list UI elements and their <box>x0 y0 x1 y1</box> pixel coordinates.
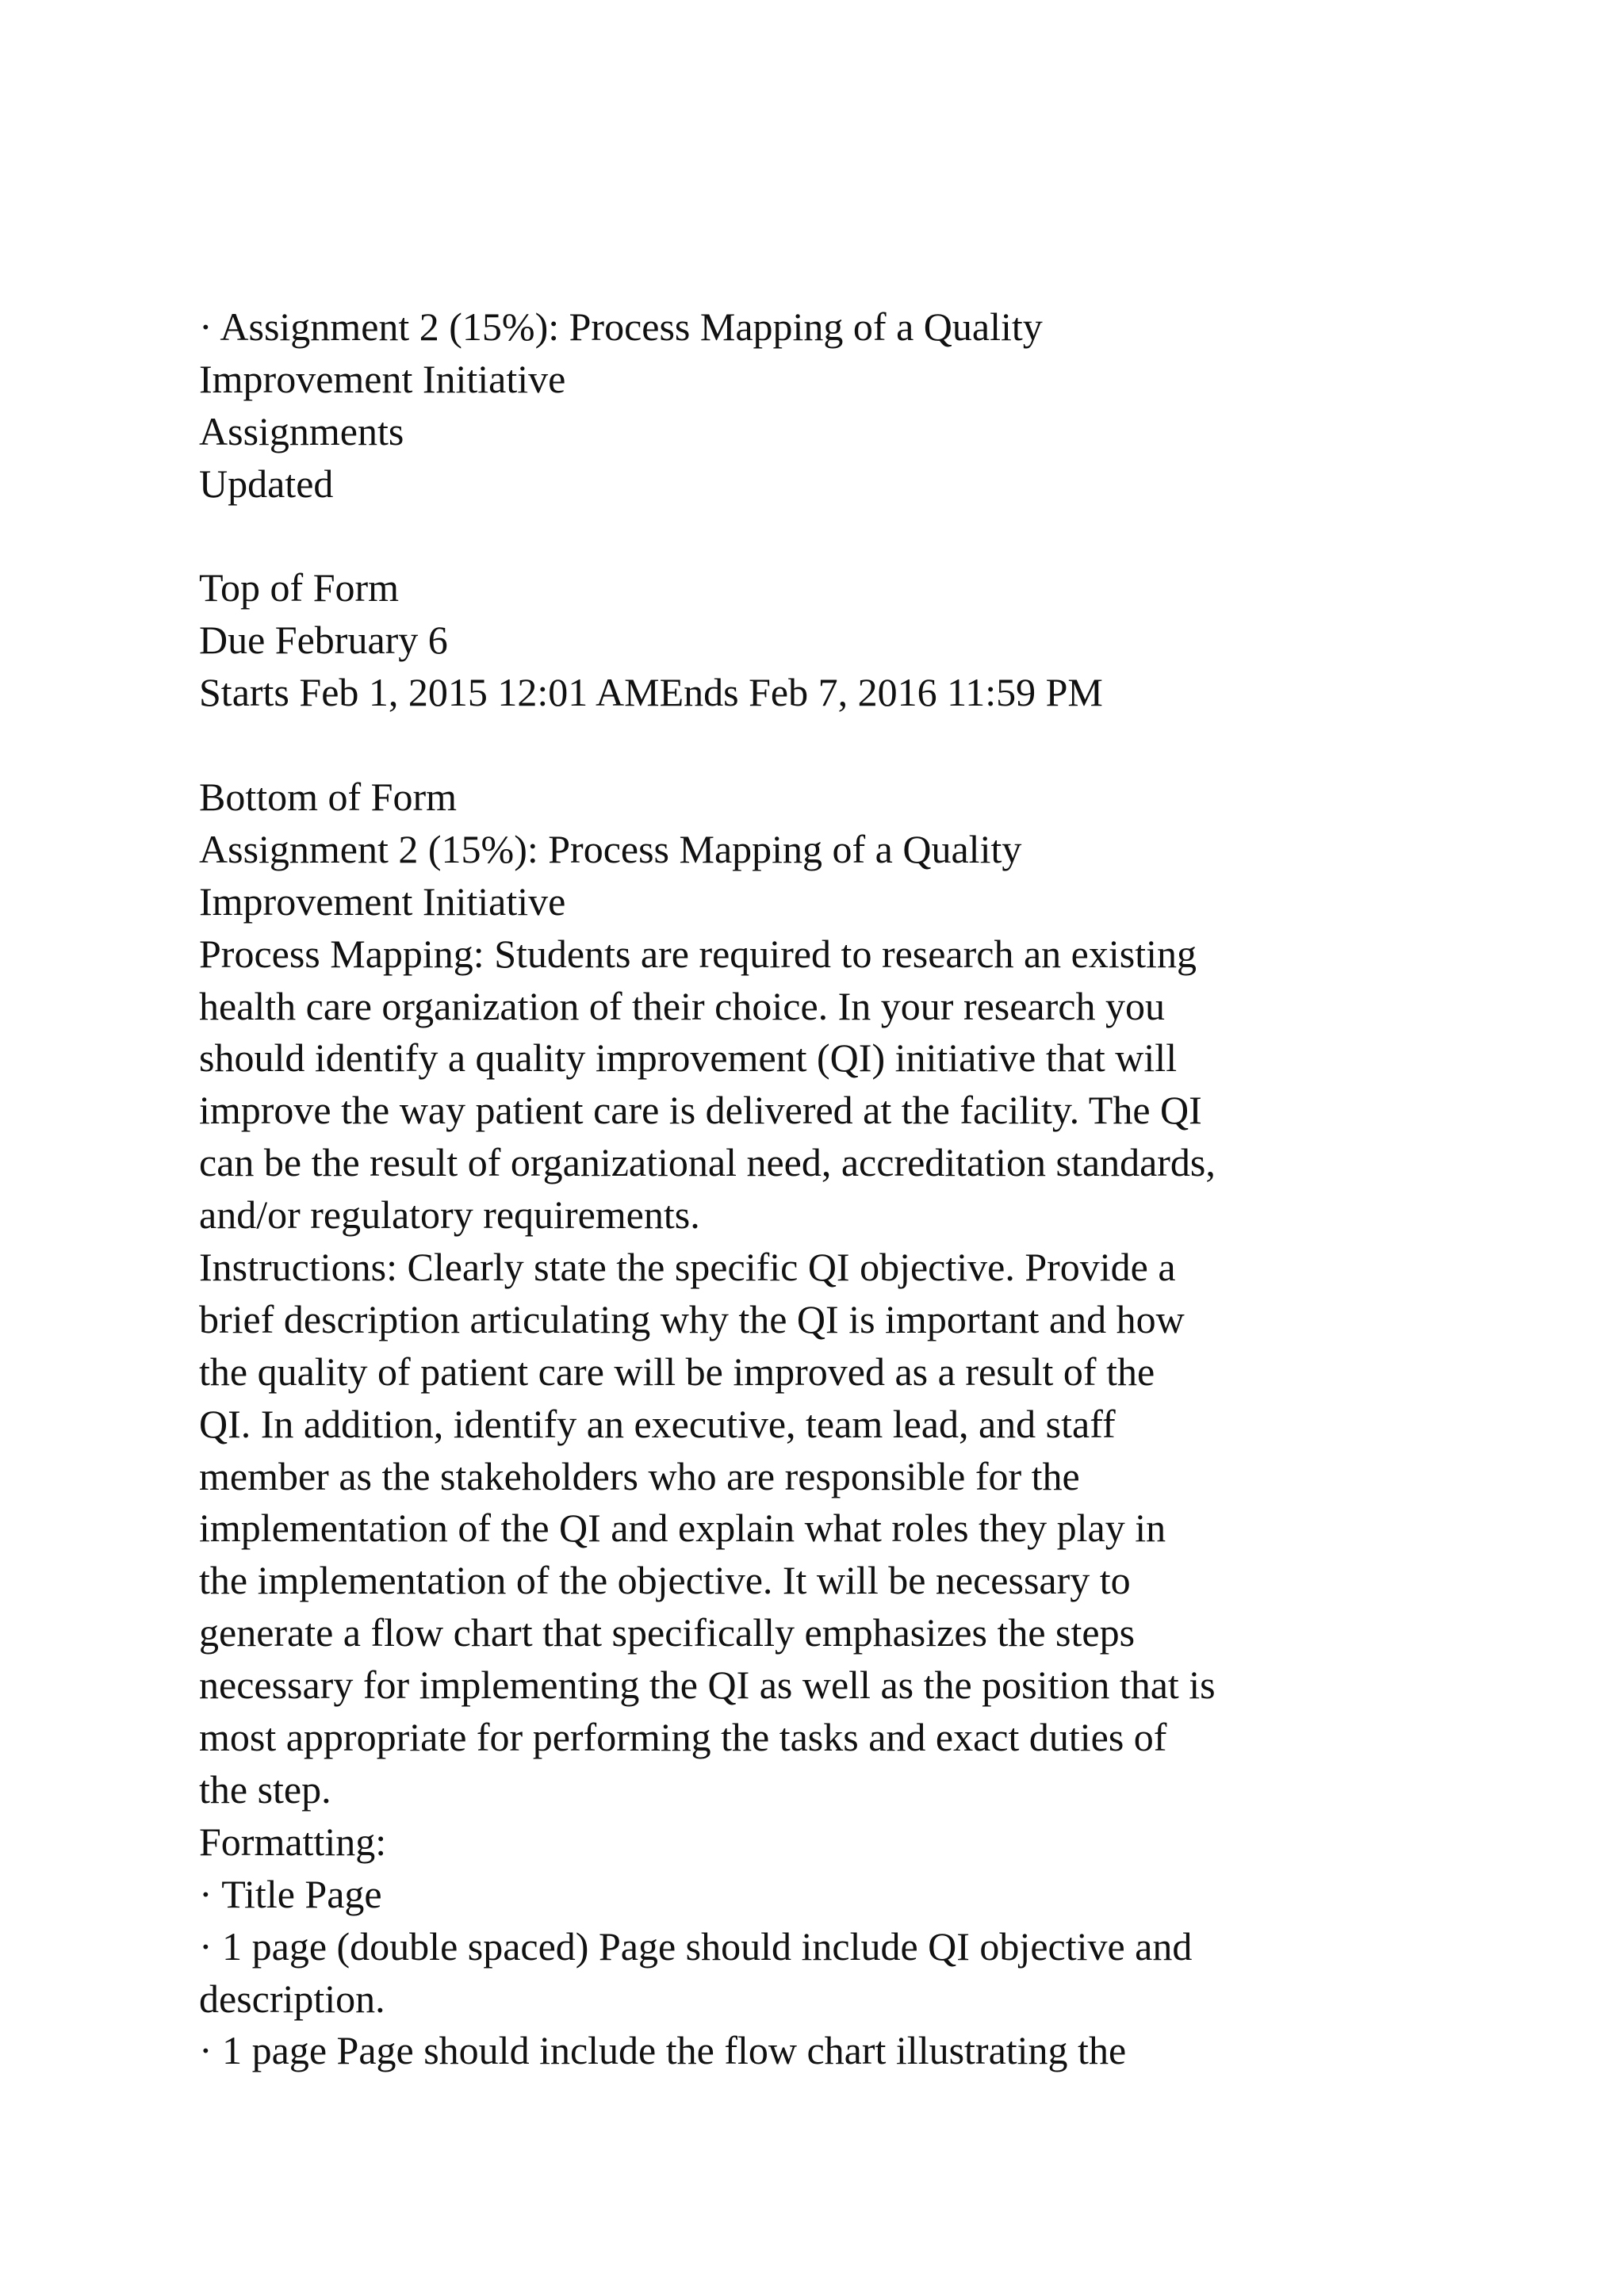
instructions-line: QI. In addition, identify an executive, team lead, and staff <box>199 1401 1116 1446</box>
instructions-line: implementation of the QI and explain what roles they play in <box>199 1506 1166 1551</box>
instructions-line: Instructions: Clearly state the specific QI objective. Provide a <box>199 1245 1176 1290</box>
formatting-heading: Formatting: <box>199 1819 387 1864</box>
instructions-line: the implementation of the objective. It will be necessary to <box>199 1558 1131 1603</box>
instructions-line: most appropriate for performing the tasks and exact duties of <box>199 1715 1167 1760</box>
assignment-title-line-2: Improvement Initiative <box>199 878 566 924</box>
due-date: Due February 6 <box>199 618 448 663</box>
top-of-form-marker: Top of Form <box>199 565 400 610</box>
process-mapping-line: can be the result of organizational need, accreditation standards, <box>199 1140 1216 1185</box>
process-mapping-line: health care organization of their choice. In your research you <box>199 983 1165 1028</box>
page-title-line-2: Improvement Initiative <box>199 356 566 401</box>
availability-dates: Starts Feb 1, 2015 12:01 AMEnds Feb 7, 2016 11:59 PM <box>199 670 1103 715</box>
instructions-line: generate a flow chart that specifically emphasizes the steps <box>199 1610 1136 1655</box>
process-mapping-line: should identify a quality improvement (QI) initiative that will <box>199 1035 1178 1081</box>
instructions-line: member as the stakeholders who are responsible for the <box>199 1453 1080 1498</box>
instructions-line: the step. <box>199 1766 331 1812</box>
process-mapping-line: improve the way patient care is delivered at the facility. The QI <box>199 1088 1202 1133</box>
spacer <box>199 719 1547 771</box>
instructions-line: the quality of patient care will be improved as a result of the <box>199 1349 1155 1394</box>
formatting-list-item: description. <box>199 1976 385 2021</box>
assignment-title-line-1: Assignment 2 (15%): Process Mapping of a Quality <box>199 826 1022 871</box>
instructions-line: brief description articulating why the QI is important and how <box>199 1296 1185 1341</box>
process-mapping-line: and/or regulatory requirements. <box>199 1192 700 1238</box>
breadcrumb-assignments: Assignments <box>199 408 404 453</box>
instructions-line: necessary for implementing the QI as well as the position that is <box>199 1663 1216 1708</box>
page-title-line-1: · Assignment 2 (15%): Process Mapping of a Quality <box>199 304 1043 349</box>
formatting-list-item: · Title Page <box>199 1871 382 1916</box>
bottom-of-form-marker: Bottom of Form <box>199 775 458 820</box>
updated-status: Updated <box>199 461 334 506</box>
document-body <box>199 301 1547 2077</box>
spacer <box>199 511 1547 563</box>
formatting-list-item: · 1 page (double spaced) Page should include QI objective and <box>199 1923 1193 1969</box>
process-mapping-line: Process Mapping: Students are required to research an existing <box>199 931 1197 976</box>
formatting-list-item: · 1 page Page should include the flow chart illustrating the <box>199 2028 1127 2073</box>
